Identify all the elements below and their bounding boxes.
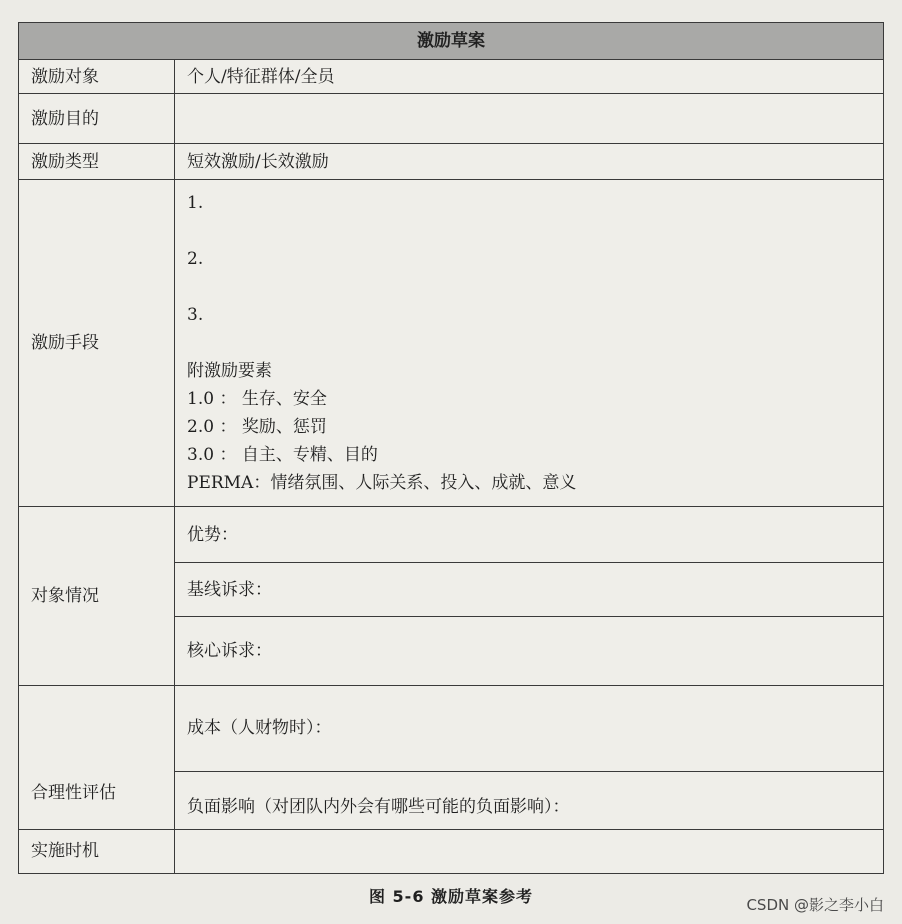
value-purpose <box>175 94 884 144</box>
row-type <box>19 144 884 180</box>
elements-heading: 附激励要素 <box>187 361 272 382</box>
label-target: 激励对象 <box>19 60 175 94</box>
means-item-2: 2. <box>187 249 204 270</box>
row-purpose <box>19 94 884 144</box>
figure-caption: 图 5-6 激励草案参考 <box>368 887 534 906</box>
value-means <box>175 180 884 507</box>
element-1: 1.0 ： 生存、安全 <box>187 389 327 410</box>
means-item-1: 1. <box>187 193 204 214</box>
value-cost: 成本（人财物时）： <box>175 685 884 771</box>
value-type: 短效激励/长效激励 <box>175 144 884 180</box>
label-type: 激励类型 <box>19 144 175 180</box>
label-means: 激励手段 <box>19 180 175 507</box>
value-advantage: 优势： <box>175 507 884 563</box>
label-timing: 实施时机 <box>19 829 175 873</box>
value-negative: 负面影响（对团队内外会有哪些可能的负面影响）： <box>175 771 884 829</box>
element-3: 3.0 ： 自主、专精、目的 <box>187 445 378 466</box>
watermark: CSDN @影之李小白 <box>746 896 884 914</box>
table-title: 激励草案 <box>19 23 884 60</box>
row-timing <box>19 829 884 873</box>
label-situation: 对象情况 <box>19 507 175 685</box>
means-item-3: 3. <box>187 305 204 326</box>
label-rationality: 合理性评估 <box>19 685 175 829</box>
value-core: 核心诉求： <box>175 617 884 685</box>
incentive-draft-table <box>18 22 884 874</box>
label-purpose: 激励目的 <box>19 94 175 144</box>
row-rationality-cost <box>19 685 884 771</box>
row-target <box>19 60 884 94</box>
value-target: 个人/特征群体/全员 <box>175 60 884 94</box>
value-baseline: 基线诉求： <box>175 563 884 617</box>
value-timing <box>175 829 884 873</box>
row-means <box>19 180 884 507</box>
row-situation-advantage <box>19 507 884 563</box>
element-2: 2.0 ： 奖励、惩罚 <box>187 417 327 438</box>
element-perma: PERMA：情绪氛围、人际关系、投入、成就、意义 <box>187 473 577 494</box>
